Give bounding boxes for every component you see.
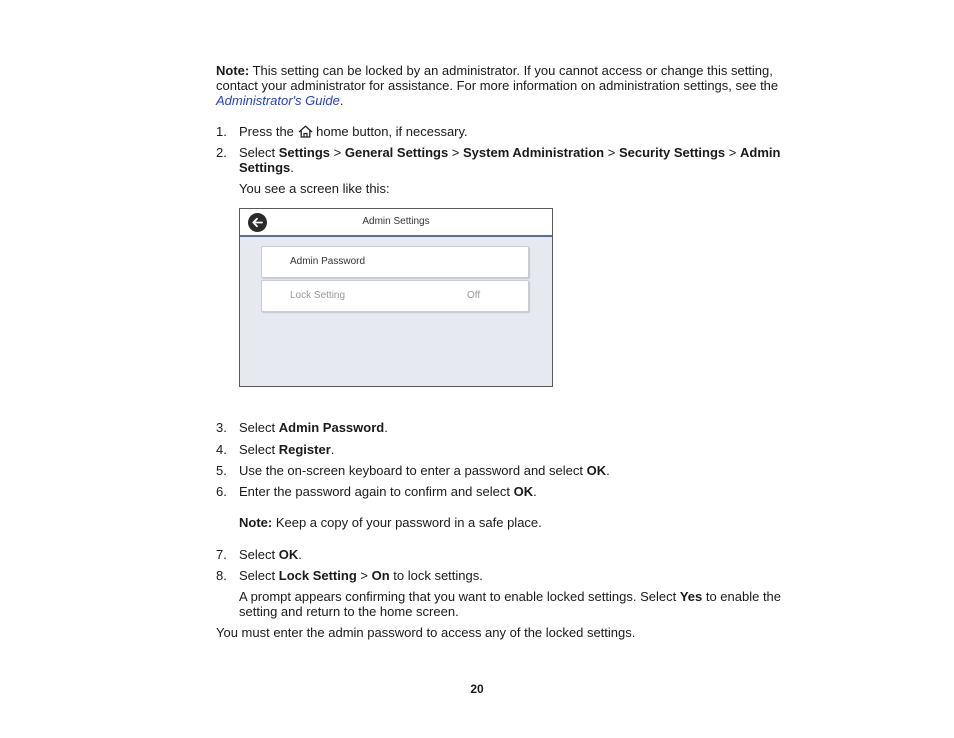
prompt-paragraph	[239, 589, 799, 619]
screen-header	[240, 209, 552, 237]
step-7-end: .	[298, 547, 302, 562]
home-icon	[298, 125, 313, 138]
prompt-text: A prompt appears confirming that you want to enable locked settings. Select	[239, 589, 680, 604]
step-6	[239, 484, 537, 499]
step-1-text: Press the	[239, 124, 298, 139]
step-8-end: to lock settings.	[389, 568, 483, 583]
lock-setting-label: Lock Setting	[290, 290, 346, 301]
step-5	[239, 463, 610, 478]
step-2-end: .	[290, 160, 294, 175]
admin-note	[216, 63, 796, 108]
step-2-sep: >	[604, 145, 619, 160]
step-8-number: 8.	[216, 568, 227, 583]
step-3-number: 3.	[216, 420, 227, 435]
step-2-settings: Settings	[278, 145, 331, 160]
note-text: This setting can be locked by an administrator. If you cannot access or change this setting, contact your administrator for assistance. For more information on administration settings, see the	[216, 63, 779, 93]
step-1-text-end: home button, if necessary.	[312, 124, 468, 139]
prompt-text-end: to enable the setting and return to the home screen.	[239, 589, 782, 619]
step-2	[239, 145, 799, 175]
final-paragraph: You must enter the admin password to access any of the locked settings.	[216, 625, 636, 640]
step-2-sep: >	[448, 145, 464, 160]
password-note-text: Keep a copy of your password in a safe place.	[272, 515, 542, 530]
step-4-text: Select	[239, 442, 279, 457]
lock-setting-item[interactable]	[261, 280, 529, 312]
step-7-text: Select	[239, 547, 279, 562]
step-4-end: .	[330, 442, 335, 457]
page-number: 20	[470, 682, 484, 696]
lock-setting-value: Off	[467, 290, 481, 301]
step-8	[239, 568, 483, 583]
step-6-text: Enter the password again to confirm and select	[239, 484, 514, 499]
step-2-text: Select	[239, 145, 279, 160]
note-label: Note:	[216, 63, 250, 78]
step-6-end: .	[533, 484, 537, 499]
screen-intro: You see a screen like this:	[239, 181, 390, 196]
step-3	[239, 420, 388, 435]
step-4-number: 4.	[216, 442, 227, 457]
step-5-text: Use the on-screen keyboard to enter a password and select	[239, 463, 587, 478]
admin-password-item[interactable]	[261, 246, 529, 278]
step-2-admin-settings: Admin Settings	[239, 145, 781, 175]
step-2-number: 2.	[216, 145, 227, 160]
step-6-number: 6.	[216, 484, 227, 499]
step-2-general-settings: General Settings	[344, 145, 449, 160]
step-8-lock-setting: Lock Setting	[278, 568, 357, 583]
step-5-number: 5.	[216, 463, 227, 478]
administrators-guide-link[interactable]: Administrator's Guide	[216, 93, 340, 108]
note-text-end: .	[339, 93, 344, 108]
step-3-admin-password: Admin Password	[278, 420, 385, 435]
step-7	[239, 547, 302, 562]
step-3-end: .	[384, 420, 388, 435]
password-note	[239, 515, 542, 530]
step-2-system-administration: System Administration	[463, 145, 605, 160]
step-1	[239, 124, 468, 139]
step-8-sep: >	[356, 568, 372, 583]
step-3-text: Select	[239, 420, 279, 435]
step-5-end: .	[606, 463, 610, 478]
step-2-sep: >	[725, 145, 740, 160]
step-8-on: On	[371, 568, 390, 583]
step-7-number: 7.	[216, 547, 227, 562]
screen-title: Admin Settings	[362, 216, 430, 227]
step-6-ok: OK	[513, 484, 534, 499]
step-1-number: 1.	[216, 124, 227, 139]
admin-password-label: Admin Password	[290, 256, 366, 267]
step-2-security-settings: Security Settings	[618, 145, 726, 160]
step-2-sep: >	[330, 145, 345, 160]
admin-settings-screen	[239, 208, 553, 387]
step-5-ok: OK	[586, 463, 607, 478]
step-4-register: Register	[278, 442, 331, 457]
step-7-ok: OK	[278, 547, 299, 562]
step-4	[239, 442, 334, 457]
prompt-yes: Yes	[679, 589, 703, 604]
step-8-text: Select	[239, 568, 279, 583]
password-note-label: Note:	[239, 515, 273, 530]
